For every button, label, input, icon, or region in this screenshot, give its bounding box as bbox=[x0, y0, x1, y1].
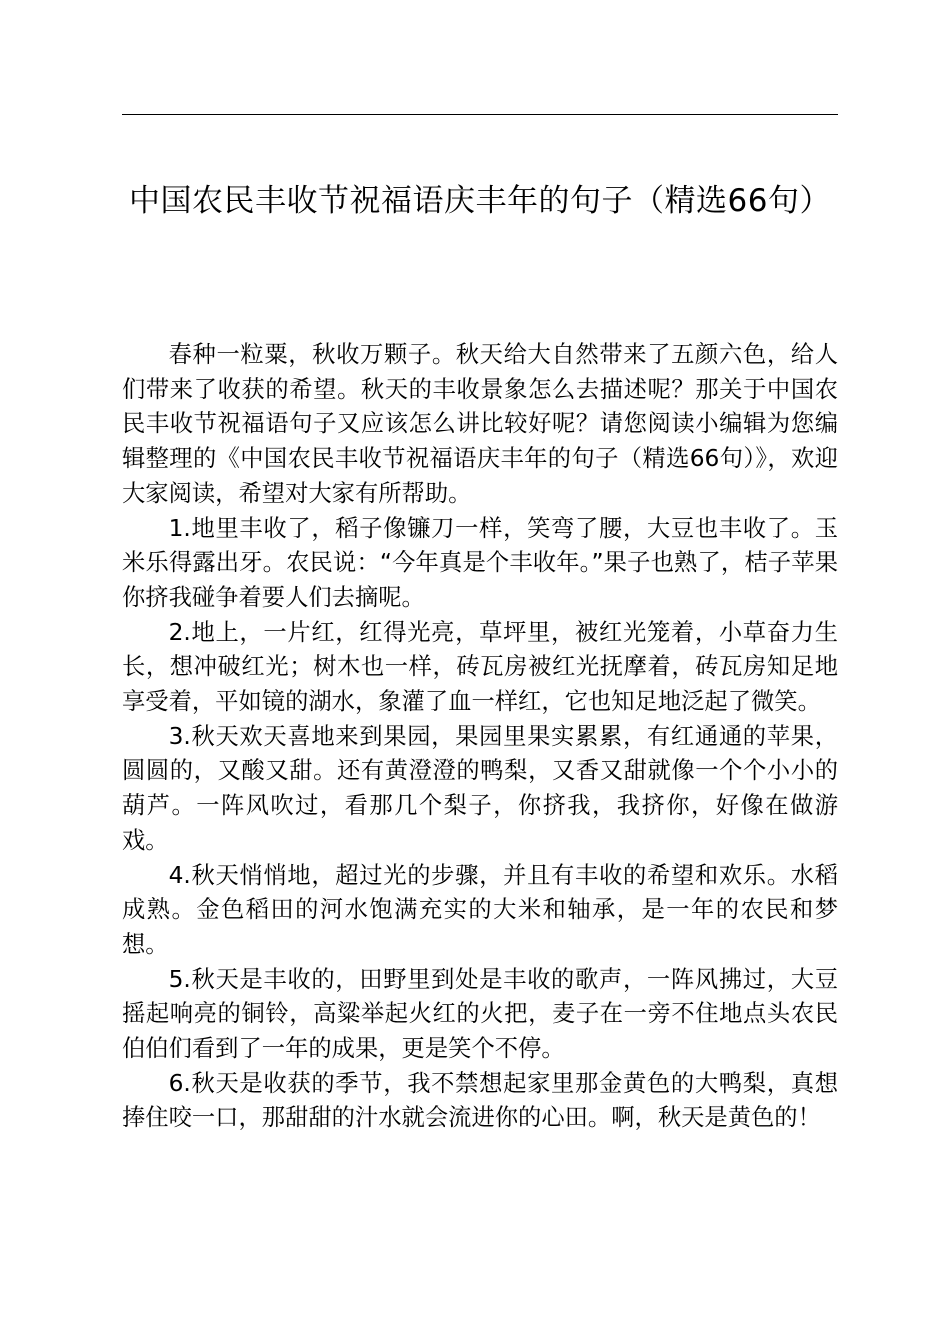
sentence-1: 1.地里丰收了，稻子像镰刀一样，笑弯了腰，大豆也丰收了。玉米乐得露出牙。农民说：“今年真是个丰收年。”果子也熟了，桔子苹果你挤我碰争着要人们去摘呢。 bbox=[122, 514, 838, 611]
document-body bbox=[122, 338, 838, 1136]
sentence-2: 2.地上，一片红，红得光亮，草坪里，被红光笼着，小草奋力生长，想冲破红光；树木也一样，砖瓦房被红光抚摩着，砖瓦房知足地享受着，平如镜的湖水，象灌了血一样红，它也知足地泛起了微笑。 bbox=[122, 618, 838, 716]
document-title: 中国农民丰收节祝福语庆丰年的句子（精选66句） bbox=[129, 183, 831, 219]
header-rule bbox=[122, 114, 838, 115]
intro-paragraph: 春种一粒粟，秋收万颗子。秋天给大自然带来了五颜六色，给人们带来了收获的希望。秋天的丰收景象怎么去描述呢？那关于中国农民丰收节祝福语句子又应该怎么讲比较好呢？请您阅读小编辑为您编辑整理的《中国农民丰收节祝福语庆丰年的句子（精选66句）》，欢迎大家阅读，希望对大家有所帮助。 bbox=[122, 341, 838, 507]
sentence-5: 5.秋天是丰收的，田野里到处是丰收的歌声，一阵风拂过，大豆摇起响亮的铜铃，高粱举起火红的火把，麦子在一旁不住地点头农民伯伯们看到了一年的成果，更是笑个不停。 bbox=[122, 965, 838, 1063]
sentence-4: 4.秋天悄悄地，超过光的步骤，并且有丰收的希望和欢乐。水稻成熟。金色稻田的河水饱满充实的大米和轴承，是一年的农民和梦想。 bbox=[122, 861, 838, 958]
sentence-3: 3.秋天欢天喜地来到果园，果园里果实累累，有红通通的苹果，圆圆的，又酸又甜。还有黄澄澄的鸭梨，又香又甜就像一个个小小的葫芦。一阵风吹过，看那几个梨子，你挤我，我挤你，好像在做游戏。 bbox=[122, 722, 838, 854]
sentence-6: 6.秋天是收获的季节，我不禁想起家里那金黄色的大鸭梨，真想捧住咬一口，那甜甜的汁水就会流进你的心田。啊，秋天是黄色的！ bbox=[122, 1069, 838, 1132]
